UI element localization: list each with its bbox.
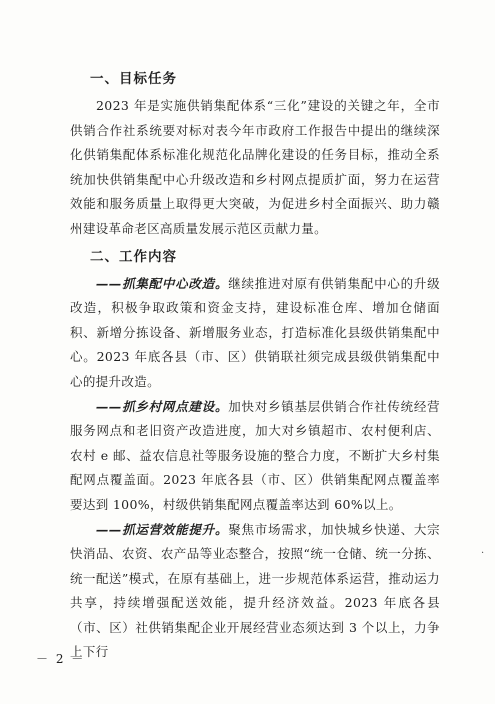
work-item-lead: ——抓乡村网点建设。 [96,398,229,414]
work-item-operational-efficiency [70,518,440,666]
work-item-text: 聚焦市场需求，加快城乡快递、大宗快消品、农资、农产品等业态整合，按照“统一仓储、统一分拣、统一配送”模式，在原有基础上，进一步规范体系运营，推动运力共享，持续增强配送效能，提升经济效益。2023 年底各县（市、区）社供销集配企业开展经营业态须达到 3 个以上，力争上下行 [70,521,440,660]
goals-paragraph: 2023 年是实施供销集配体系“三化”建设的关键之年，全市供销合作社系统要对标对表今年市政府工作报告中提出的继续深化供销集配体系标准化规范化品牌化建设的任务目标，推动全系统加快供销集配中心升级改造和乡村网点提质扩面，努力在运营效能和服务质量上取得更大突破，为促进乡村全面振兴、助力赣州建设革命老区高质量发展示范区贡献力量。 [70,98,440,236]
section-heading-goals: 一、目标任务 [90,71,177,87]
scan-artifact-mark: · [481,548,485,559]
work-item-lead: ——抓运营效能提升。 [96,521,229,537]
page-number: － 2 － [36,652,86,666]
work-item-distribution-center [70,272,440,395]
document-body [70,64,440,665]
work-item-text: 加快对乡镇基层供销合作社传统经营服务网点和老旧资产改造进度，加大对乡镇超市、农村便利店、农村 e 邮、益农信息社等服务设施的整合力度，不断扩大乡村集配网点覆盖面。2023 年底各县（市、区）供销集配网点覆盖率要达到 100%，村级供销集配网点覆盖率达到 60%以上。 [70,398,440,512]
work-item-rural-outlets [70,395,440,518]
work-item-lead: ——抓集配中心改造。 [96,275,229,291]
work-item-text: 继续推进对原有供销集配中心的升级改造，积极争取政策和资金支持，建设标准仓库、增加仓储面积、新增分拣设备、新增服务业态，打造标准化县级供销集配中心。2023 年底各县（市、区）供销联社须完成县级供销集配中心的提升改造。 [70,275,440,389]
section-heading-work-content: 二、工作内容 [90,248,177,265]
